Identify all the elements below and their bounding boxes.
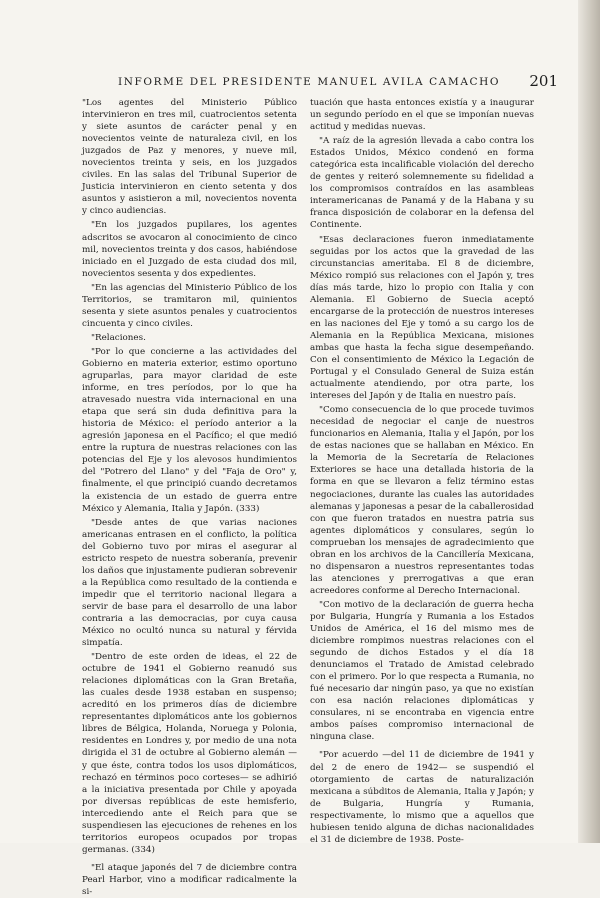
paragraph: "En las agencias del Ministerio Público de los Territorios, se tramitaron mil, quinientos sesenta y siete asuntos penales y cuatrocientos cincuenta y cinco civiles.	[82, 282, 297, 329]
paragraph: "Con motivo de la declaración de guerra hecha por Bulgaria, Hungría y Rumania a los Estados Unidos de América, el 16 del mismo mes de diciembre rompimos nuestras relaciones con el segundo de dichos Estados y el día 18 denunciamos el Tratado de Amistad celebrado con el primero. Por lo que respecta a Rumania, no fué necesario dar ningún paso, ya que no existían con esa nación relaciones diplomáticas y consulares, ni se encontraba en vigencia entre ambos países compromiso internacional de ninguna clase.	[310, 599, 534, 743]
paragraph: "A raíz de la agresión llevada a cabo contra los Estados Unidos, México condenó en forma categórica esta incalificable violación del derecho de gentes y reiteró solemnemente su fidelidad a los compromisos contraídos en las asambleas interamericanas de Panamá y de la Habana y su franca disposición de colaborar en la defensa del Continente.	[310, 136, 534, 231]
paragraph: "Por acuerdo —del 11 de diciembre de 1941 y del 2 de enero de 1942— se suspendió el otorgamiento de cartas de naturalización mexicana a súbditos de Alemania, Italia y Japón; y de Bulgaria, Hungría y Rumania, respectivamente, lo mismo que a aquellos que hubiesen tenido alguna de dichas nacionalidades el 31 de diciembre de 1938. Poste-	[310, 750, 534, 845]
page-number: 201	[529, 72, 558, 90]
header-title: INFORME DEL PRESIDENTE MANUEL AVILA CAMACHO	[118, 76, 501, 88]
section-heading: "Relaciones.	[91, 332, 146, 343]
paragraph: "El ataque japonés del 7 de diciembre contra Pearl Harbor, vino a modificar radicalmente la si-	[82, 862, 297, 897]
paragraph: "Desde antes de que varias naciones americanas entrasen en el conflicto, la política del Gobierno tuvo por miras el asegurar al estricto respeto de nuestra soberanía, prevenir los daños que injustamente pudieran sobrevenir a la República como resultado de la contienda e impedir que el territorio nacional llegara a servir de base para el desarrollo de una labor contraria a las democracias, por cuya causa México no ocultó nunca su natural y férvida simpatía.	[82, 517, 297, 649]
left-column	[82, 97, 297, 897]
running-header	[118, 74, 558, 92]
paragraph: "Los agentes del Ministerio Público intervinieron en tres mil, cuatrocientos setenta y siete asuntos de carácter penal y en novecientos veinte de naturaleza civil, en los juzgados de Paz y menores, y nueve mil, novecientos treinta y seis, en los juzgados civiles. En las salas del Tribunal Superior de Justicia intervinieron en ciento setenta y dos asuntos y asistieron a mil, novecientos noventa y cinco audiencias.	[82, 98, 297, 217]
paragraph: tuación que hasta entonces existía y a inaugurar un segundo período en el que se imponían nuevas actitud y medidas nuevas.	[310, 98, 534, 133]
paragraph: "Como consecuencia de lo que procede tuvimos necesidad de negociar el canje de nuestros funcionarios en Alemania, Italia y el Japón, por los de estas naciones que se hallaban en México. En la Memoria de la Secretaría de Relaciones Exteriores se hace una detallada historia de la forma en que se llevaron a feliz término estas negociaciones, durante las cuales las autoridades alemanas y japonesas a pesar de la caballerosidad con que fueron tratados en nuestra patria sus agentes diplomáticos y consulares, según lo comprueban los mensajes de agradecimiento que obran en los archivos de la Cancillería Mexicana, no dispensaron a nuestros representantes todas las atenciones y prerrogativas a que eran acreedores conforme al Derecho Internacional.	[310, 405, 534, 596]
page-edge-shadow	[578, 0, 600, 843]
paragraph: "En los juzgados pupilares, los agentes adscritos se avocaron al conocimiento de cinco mil, novecientos treinta y dos casos, habiéndose iniciado en el Juzgado de esta ciudad dos mil, novecientos sesenta y dos expedientes.	[82, 220, 297, 279]
paragraph: "Por lo que concierne a las actividades del Gobierno en materia exterior, estimo oportuno agruparlas, para mayor claridad de este informe, en tres períodos, por lo que ha atravesado nuestra vida internacional en una etapa que será sin duda definitiva para la historia de México: el período anterior a la agresión japonesa en el Pacífico; el que medió entre la ruptura de nuestras relaciones con las potencias del Eje y los alevosos hundimientos del "Potrero del Llano" y del "Faja de Oro" y, finalmente, el que principió cuando decretamos la existencia de un estado de guerra entre México y Alemania, Italia y Japón. (333)	[82, 346, 297, 514]
paragraph: "Esas declaraciones fueron inmediatamente seguidas por los actos que la gravedad de las circunstancias ameritaba. El 8 de diciembre, México rompió sus relaciones con el Japón y, tres días más tarde, hizo lo propio con Italia y con Alemania. El Gobierno de Suecia aceptó encargarse de la protección de nuestros intereses en las naciones del Eje y tomó a su cargo los de Alemania en la República Mexicana, misiones ambas que hasta la fecha sigue desempeñando. Con el consentimiento de México la Legación de Portugal y el Consulado General de Suiza están actualmente atendiendo, por otra parte, los intereses del Japón y de Italia en nuestro país.	[310, 234, 534, 402]
right-column	[310, 97, 534, 845]
paragraph: "Dentro de este orden de ideas, el 22 de octubre de 1941 el Gobierno reanudó sus relaciones diplomáticas con la Gran Bretaña, las cuales desde 1938 estaban en suspenso; acreditó en los primeros días de diciembre representantes diplomáticos ante los gobiernos libres de Bélgica, Holanda, Noruega y Polonia, residentes en Londres y, por medio de una nota dirigida el 31 de octubre al Gobierno alemán —y que éste, contra todos los usos diplomáticos, rechazó en términos poco corteses— se adhirió a la iniciativa presentada por Chile y apoyada por diversas repúblicas de este hemisferio, intercediendo ante el Reich para que se suspendiesen las ejecuciones de rehenes en los territorios europeos ocupados por tropas germanas. (334)	[82, 652, 297, 855]
